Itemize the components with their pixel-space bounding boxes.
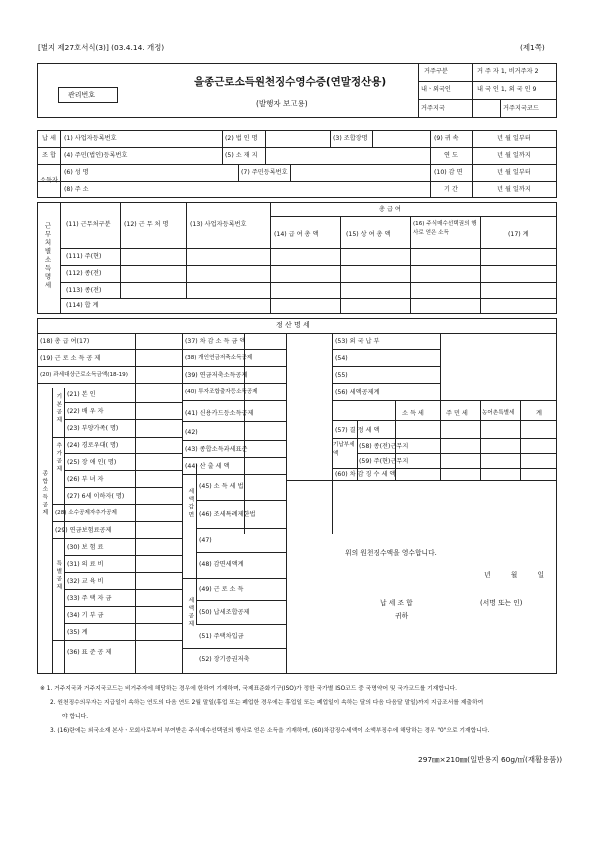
row-54: (54) [335, 355, 348, 362]
side-tax-reduction: 세액감면 [186, 488, 193, 520]
receipt-statement: 위의 원천징수액을 영수합니다. [345, 549, 437, 557]
col-total: 계 [536, 410, 542, 417]
col-bonus-total: (15) 상 여 총 액 [346, 231, 391, 238]
row-self: (21) 본 인 [67, 391, 96, 398]
earner-side-label: 소득자 [40, 177, 58, 184]
management-number-label: 관리번호 [68, 91, 96, 99]
row-income-tax-law: (45) 소 득 세 법 [199, 483, 244, 490]
row-42: (42) [185, 429, 198, 436]
side-special-deduction: 특별공제 [54, 560, 61, 592]
earner-address-label: (8) 주 소 [64, 186, 89, 193]
row-credit-long-term-securities: (52) 장기증권저축 [199, 656, 250, 663]
calculation-title: 정 산 명 세 [276, 321, 310, 329]
row-tax-base: (43) 종합소득과세표준 [185, 446, 248, 453]
col-resident-tax: 주 민 세 [446, 410, 468, 417]
address-location-label: (5) 소 재 지 [225, 152, 258, 159]
row-housing: (33) 주 택 자 금 [67, 595, 112, 602]
receipt-signature: (서명 또는 인) [480, 599, 523, 607]
row-credit-housing-loan: (51) 주택차입금 [199, 633, 244, 640]
taxpayer-side-bottom: 조 합 [42, 152, 56, 159]
earner-name-label: (6) 성 명 [64, 169, 89, 176]
row-credit-sum: (56) 세액공제계 [335, 389, 380, 396]
page-title: 을종근로소득원천징수영수증(연말정산용) [194, 76, 387, 88]
col-sum: (17) 계 [508, 231, 529, 238]
row-reduction-sum: (48) 감면세액계 [199, 561, 244, 568]
col-rural-tax: 농어촌특별세 [482, 410, 515, 416]
row-investment-union: (40) 투자조합출자등소득공제 [185, 389, 258, 395]
receipt-recipient: 귀하 [395, 612, 409, 620]
workplace-row-previous-2: (113) 종(전) [66, 287, 102, 294]
row-personal-pension: (38) 개인연금저축소득공제 [185, 355, 253, 361]
nationality-value: 내 국 인 1, 외 국 인 9 [477, 86, 537, 93]
row-dependents: (23) 부양가족( 명) [67, 425, 119, 432]
side-tax-credit: 세액공제 [186, 597, 193, 629]
workplace-row-previous-1: (112) 종(전) [66, 270, 102, 277]
page-number: (제1쪽) [520, 43, 545, 52]
row-special-sum: (35) 계 [67, 629, 88, 636]
row-female-head: (26) 부 녀 자 [67, 476, 104, 483]
note-2-continued: 야 합니다. [62, 714, 89, 720]
col-workplace-name: (12) 근 무 처 명 [124, 221, 169, 228]
reduction-period-label: 기 간 [444, 186, 458, 193]
row-55: (55) [335, 372, 348, 379]
row-pension-savings: (39) 연금저축소득공제 [185, 372, 248, 379]
note-1: ※ 1. 거주지국과 거주지국코드는 비거주자에 해당하는 경우에 한하여 기재하며, 국제표준화기구(ISO)가 정한 국가별 ISO코드 중 국명약어 및 국가코드를 기재합니다. [40, 686, 458, 692]
reduction-from: 년 월 일부터 [497, 169, 531, 176]
attribution-year-label: 연 도 [444, 152, 458, 159]
col-total-pay-header: 총 급 여 [379, 206, 401, 213]
union-head-label: (3) 조합장명 [333, 135, 368, 142]
country-code-label: 거주지국코드 [503, 105, 539, 112]
row-credit-card: (41) 신용카드등소득공제 [185, 410, 254, 417]
page-subtitle: (발행자 보고용) [256, 99, 308, 108]
row-small-family: (28) 소수공제자추가공제 [55, 510, 117, 516]
side-basic-deduction: 기본공제 [54, 393, 61, 425]
resident-reg-number-label: (4) 주민(법인)등록번호 [64, 152, 128, 159]
row-donation: (34) 기 부 금 [67, 612, 104, 619]
row-determined-tax: (57) 결 정 세 액 [335, 427, 380, 434]
business-reg-number-label: (1) 사업자등록번호 [64, 135, 117, 142]
workplace-row-total: (114) 합 계 [66, 302, 99, 309]
row-insurance: (30) 보 험 료 [67, 544, 104, 551]
row-computed-tax: (44) 산 출 세 액 [185, 463, 230, 470]
col-stock-option-income: (16) 주식매수선택권의 행사로 얻은 소득 [413, 221, 477, 236]
col-workplace-type: (11) 근무처구분 [66, 221, 111, 228]
taxpayer-side-top: 납 세 [42, 135, 56, 142]
workplace-side-label: 근무처별소득명세 [43, 222, 52, 290]
row-elderly: (24) 경로우대( 명) [67, 442, 119, 449]
row-47: (47) [199, 537, 212, 544]
country-label: 거주지국 [421, 105, 445, 112]
row-medical: (31) 의 료 비 [67, 561, 104, 568]
residency-label: 거주구분 [424, 68, 448, 75]
row-children-under-6: (27) 6세 이하자( 명) [67, 493, 125, 500]
col-workplace-reg-number: (13) 사업자등록번호 [190, 221, 247, 228]
row-taxable-income: (20) 과세대상근로소득금액(18-19) [40, 372, 128, 378]
row-special-tax-law: (46) 조세특례제한법 [199, 511, 256, 518]
attribution-to: 년 월 일까지 [497, 152, 531, 159]
workplace-row-current: (111) 주(현) [66, 253, 102, 260]
attribution-from: 년 월 일부터 [497, 135, 531, 142]
row-current-workplace: (59) 주(현)근무지 [359, 458, 409, 465]
attribution-label: (9) 귀 속 [434, 135, 459, 142]
row-credit-union: (50) 납세조합공제 [199, 609, 250, 616]
row-standard-deduction: (36) 표 준 공 제 [67, 649, 112, 656]
row-foreign-tax: (53) 외 국 납 부 [335, 338, 380, 345]
side-prepaid-tax: 기납부세액 [333, 442, 355, 457]
form-number: [별지 제27호서식(3)] (03.4.14. 개정) [38, 43, 165, 52]
corporation-name-label: (2) 법 인 명 [225, 135, 258, 142]
receipt-date: 년 월 일 [484, 571, 545, 579]
nationality-label: 내ㆍ외국인 [421, 86, 451, 93]
side-comprehensive-deduction: 종합소득공제 [40, 470, 47, 517]
row-net-income: (37) 차 감 소 득 금 액 [185, 338, 246, 345]
note-3: 3. (16)란에는 외국소재 본사ㆍ모회사로부터 부여받은 주식매수선택권의 행사로 얻은 소득을 기재하며, (60)차감징수세액이 소액부징수에 해당하는 경우 "0"으로 기재합니다. [50, 728, 490, 734]
row-earned-income-deduction: (19) 근 로 소 득 공 제 [40, 355, 101, 362]
row-credit-earned-income: (49) 근 로 소 득 [199, 586, 244, 593]
reduction-label: (10) 감 면 [434, 169, 463, 176]
row-education: (32) 교 육 비 [67, 578, 104, 585]
row-disabled: (25) 장 애 인( 명) [67, 459, 117, 466]
side-additional-deduction: 추가공제 [54, 442, 61, 474]
paper-spec: 297㎜×210㎜(일반용지 60g/㎡(재활용품)) [418, 755, 563, 764]
row-spouse: (22) 배 우 자 [67, 408, 104, 415]
note-2: 2. 원천징수의무자는 지급일이 속하는 연도의 다음 연도 2월 말일(휴업 또는 폐업한 경우에는 휴업일 또는 폐업일이 속하는 달의 다음 다음달 말일)까지 지급조서를 제출하여 [50, 700, 484, 706]
col-income-tax: 소 득 세 [402, 410, 424, 417]
receipt-union: 납 세 조 합 [380, 599, 413, 607]
residency-value: 거 주 자 1, 비거주자 2 [477, 68, 539, 75]
col-salary-total: (14) 급 여 총 액 [274, 231, 319, 238]
row-withholding-tax: (60) 차 감 징 수 세 액 [335, 471, 396, 478]
row-total-pay: (18) 총 급 여(17) [40, 338, 90, 345]
row-previous-workplace: (58) 종(전)근무지 [359, 443, 409, 450]
row-pension-insurance: (29) 연금보험료공제 [55, 527, 112, 534]
reduction-to: 년 월 일까지 [497, 186, 531, 193]
earner-resident-number-label: (7) 주민등록번호 [241, 169, 288, 176]
